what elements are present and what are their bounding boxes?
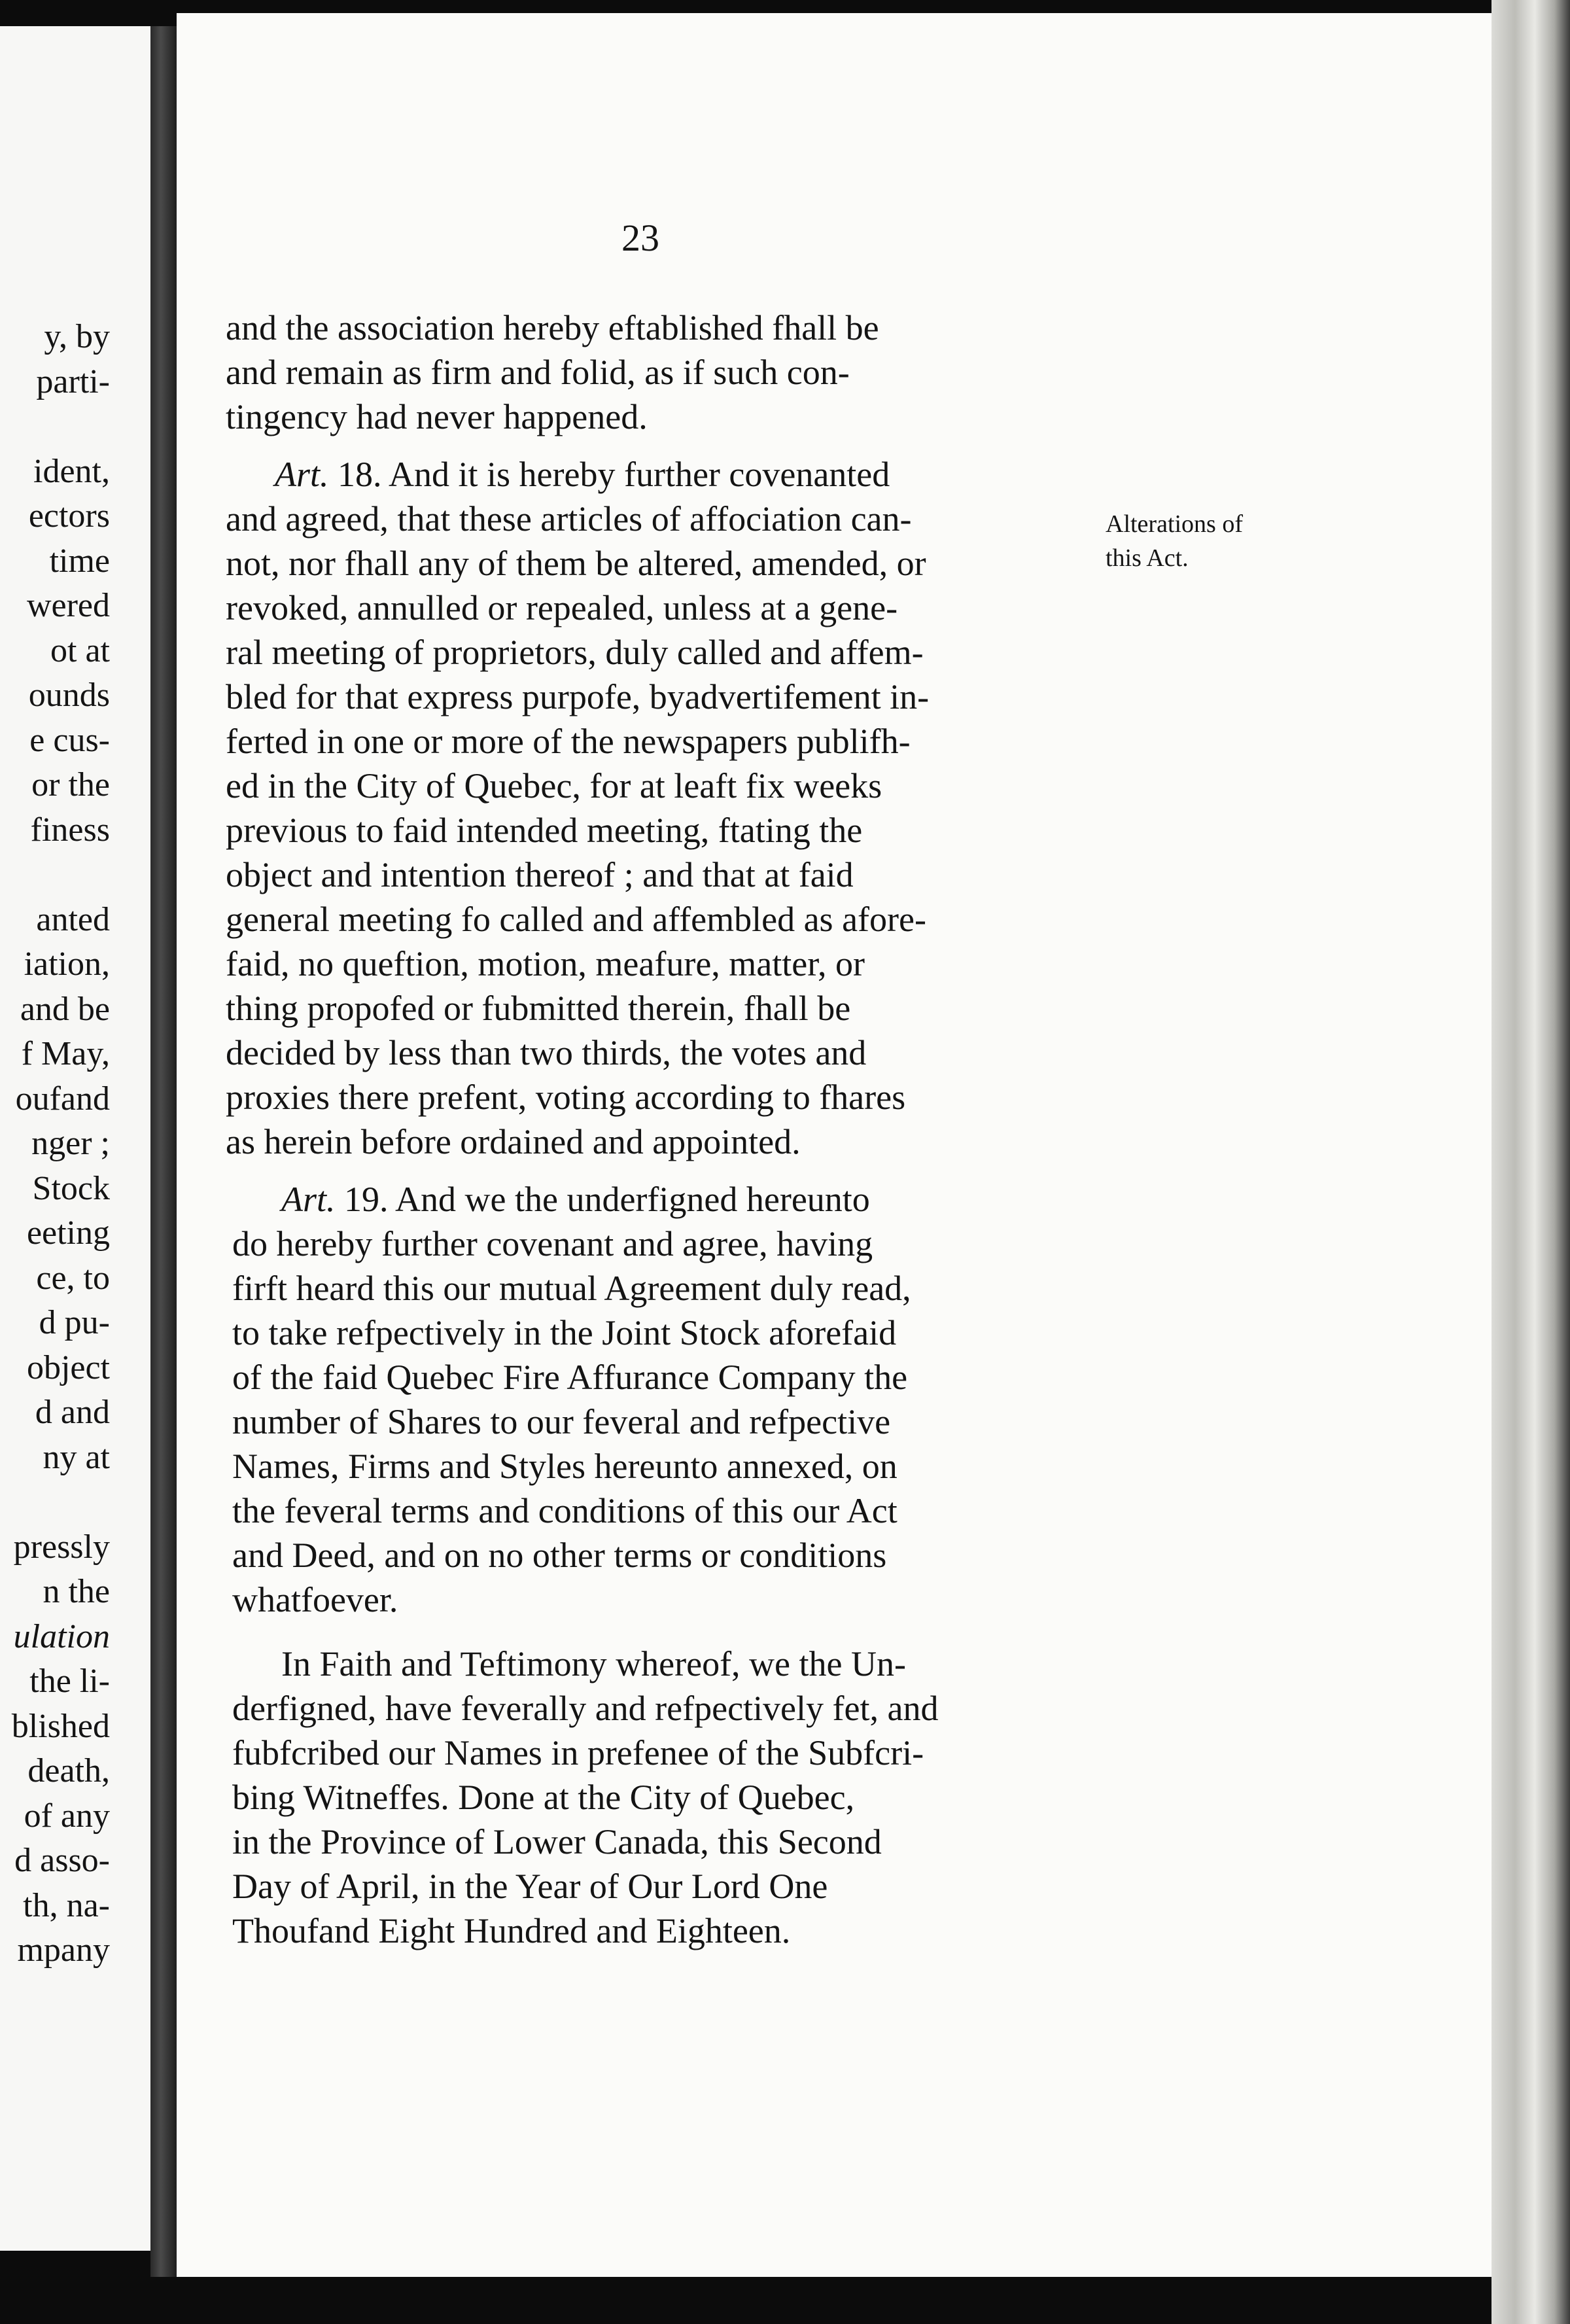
left-page-line: Stock <box>32 1169 110 1207</box>
line-text: object and intention thereof ; and that at faid <box>226 855 854 894</box>
text-line <box>226 675 929 718</box>
text-line <box>232 1578 398 1621</box>
left-page-line: nger ; <box>31 1125 110 1162</box>
page-edge <box>1492 0 1570 2324</box>
line-text: thing propofed or fubmitted therein, fhall be <box>226 989 851 1028</box>
left-page-line: eeting <box>26 1214 110 1252</box>
line-text: bled for that express purpofe, byadvertifement in- <box>226 677 930 716</box>
text-line <box>232 1534 886 1577</box>
text-line <box>232 1311 896 1354</box>
text-line <box>232 1400 890 1443</box>
article-label: Art. <box>281 1180 336 1219</box>
line-text: firft heard this our mutual Agreement duly read, <box>232 1269 911 1308</box>
text-line <box>232 1267 911 1310</box>
line-text: as herein before ordained and appointed. <box>226 1122 801 1161</box>
line-text: revoked, annulled or repealed, unless at a gene- <box>226 588 898 627</box>
left-page-line: d asso- <box>14 1842 110 1879</box>
margin-note-line: Alterations of <box>1106 510 1244 538</box>
left-page-line: the li- <box>29 1663 110 1700</box>
left-page-line: and be <box>20 990 110 1028</box>
left-page-line: ident, <box>33 452 110 490</box>
left-page-line: death, <box>27 1752 110 1789</box>
text-line <box>226 987 850 1030</box>
line-text: faid, no queftion, motion, meafure, matter, or <box>226 944 865 983</box>
text-line <box>232 1489 898 1532</box>
left-page-line: d pu- <box>39 1304 110 1341</box>
text-line <box>226 1076 905 1119</box>
text-line <box>232 1356 907 1399</box>
line-text: do hereby further covenant and agree, having <box>232 1224 873 1263</box>
line-text: ral meeting of proprietors, duly called and affem- <box>226 633 924 672</box>
text-line <box>226 542 926 585</box>
left-page-line: ce, to <box>36 1259 110 1297</box>
text-line <box>232 1820 882 1863</box>
left-page-line: blished <box>11 1707 110 1745</box>
text-line <box>232 1731 924 1774</box>
left-page-line: y, by <box>44 318 110 355</box>
line-text: In Faith and Teftimony whereof, we the Un- <box>281 1644 906 1683</box>
text-line <box>226 1120 801 1163</box>
line-text: to take refpectively in the Joint Stock aforefaid <box>232 1313 897 1352</box>
text-line <box>226 809 862 852</box>
line-text: not, nor fhall any of them be altered, amended, or <box>226 544 926 583</box>
left-page-line: object <box>26 1348 110 1386</box>
line-text: 19. And we the underfigned hereunto <box>335 1180 870 1219</box>
line-text: Names, Firms and Styles hereunto annexed, on <box>232 1447 898 1486</box>
left-page-line: ulation <box>13 1617 110 1655</box>
line-text: in the Province of Lower Canada, this Second <box>232 1822 882 1861</box>
article-label: Art. <box>275 455 329 494</box>
text-line <box>226 942 865 985</box>
text-line <box>226 764 882 807</box>
left-page-line: finess <box>30 811 110 849</box>
left-page-line: ot at <box>50 631 110 669</box>
text-line <box>226 306 879 349</box>
text-line <box>232 1776 854 1819</box>
text-line <box>226 898 926 941</box>
line-text: Day of April, in the Year of Our Lord One <box>232 1867 828 1906</box>
text-line <box>232 1445 898 1488</box>
line-text: ed in the City of Quebec, for at leaft fix weeks <box>226 766 882 805</box>
line-text: the feveral terms and conditions of this our Act <box>232 1491 898 1530</box>
line-text: decided by less than two thirds, the votes and <box>226 1033 867 1072</box>
line-text: 18. And it is hereby further covenanted <box>328 455 890 494</box>
line-text: and Deed, and on no other terms or conditions <box>232 1536 887 1575</box>
text-line <box>281 1642 906 1685</box>
line-text: and agreed, that these articles of affociation can- <box>226 499 912 538</box>
left-page-line: anted <box>36 900 110 938</box>
left-page-line: ectors <box>28 497 110 535</box>
left-page-line: of any <box>24 1797 110 1835</box>
text-line <box>226 631 924 674</box>
left-page-line: th, na- <box>23 1886 110 1924</box>
left-page-line: time <box>49 542 110 580</box>
text-line <box>226 351 850 394</box>
left-page-line: or the <box>31 766 110 803</box>
left-page-line: oufand <box>15 1080 110 1118</box>
text-line <box>232 1222 873 1265</box>
line-text: and the association hereby eftablished fhall be <box>226 308 879 347</box>
line-text: fubfcribed our Names in prefenee of the Subfcri- <box>232 1733 924 1772</box>
text-line <box>275 453 890 496</box>
line-text: bing Witneffes. Done at the City of Quebec, <box>232 1778 855 1817</box>
left-page-line: pressly <box>13 1528 110 1566</box>
line-text: ferted in one or more of the newspapers publifh- <box>226 722 911 761</box>
left-page-line: d and <box>35 1394 110 1431</box>
left-page-line: e cus- <box>29 721 110 759</box>
line-text: Thoufand Eight Hundred and Eighteen. <box>232 1911 791 1950</box>
left-page-line: parti- <box>36 362 110 400</box>
text-line <box>226 853 854 896</box>
line-text: and remain as firm and folid, as if such con- <box>226 353 850 392</box>
left-page-line: iation, <box>24 945 110 983</box>
text-line <box>226 497 912 540</box>
page-number: 23 <box>621 217 659 259</box>
line-text: proxies there prefent, voting according to fhares <box>226 1078 906 1117</box>
text-line <box>281 1178 870 1221</box>
text-line <box>226 586 898 629</box>
line-text: general meeting fo called and affembled as afore- <box>226 900 926 939</box>
text-line <box>232 1865 828 1908</box>
text-line <box>232 1909 790 1952</box>
line-text: number of Shares to our feveral and refpective <box>232 1402 891 1441</box>
left-page-line: ounds <box>28 677 110 714</box>
left-page-line: n the <box>43 1573 110 1610</box>
margin-note-line: this Act. <box>1106 544 1189 572</box>
line-text: previous to faid intended meeting, ftating the <box>226 811 863 850</box>
text-line <box>226 395 648 438</box>
text-line <box>226 1031 866 1074</box>
line-text: derfigned, have feverally and refpectively fet, and <box>232 1689 939 1728</box>
left-page-line: wered <box>26 587 110 624</box>
line-text: of the faid Quebec Fire Affurance Company the <box>232 1358 908 1397</box>
text-line <box>232 1687 938 1730</box>
line-text: whatfoever. <box>232 1580 398 1619</box>
line-text: tingency had never happened. <box>226 397 648 436</box>
left-page-line: ny at <box>43 1438 110 1476</box>
left-page-line: f May, <box>21 1035 110 1072</box>
text-line <box>226 720 911 763</box>
left-page-line: mpany <box>17 1931 110 1969</box>
